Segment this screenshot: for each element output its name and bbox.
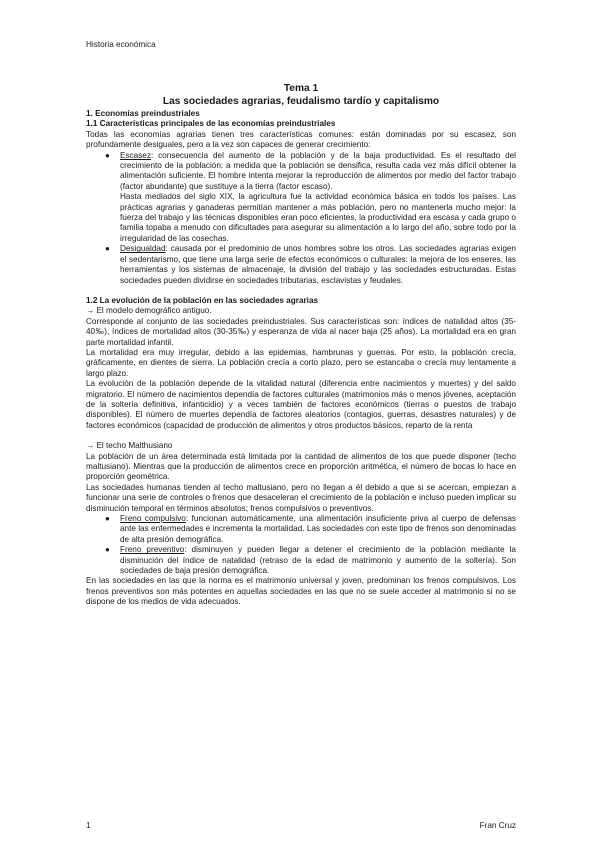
topic-label: → El modelo demográfico antiguo. (86, 306, 212, 316)
term: Desigualdad (120, 244, 166, 254)
bullet-list (86, 514, 516, 576)
section-heading: 1. Economías preindustriales (86, 109, 200, 118)
paragraph: Todas las economías agrarias tienen tres características comunes: están dominadas por su escasez, son profundamente desiguales, pero a la vez son capaces de generar crecimiento: (86, 129, 516, 150)
list-item (105, 244, 516, 286)
term: Freno compulsivo (120, 514, 186, 524)
paragraph: La mortalidad era muy irregular, debido a las epidemias, hambrunas y guerras. Por esto, la población crecía, gráficamente, en dientes de sierra. La población crecía a corto plazo, pero se estancaba o crecía muy lentamente a largo plazo. (86, 347, 516, 378)
running-header: Historia económica (86, 40, 156, 49)
page-title: Tema 1 (283, 83, 319, 94)
page-content (86, 82, 516, 608)
topic-label: → El techo Malthusiano (86, 441, 173, 451)
paragraph: La evolución de la población depende de la vitalidad natural (diferencia entre nacimientos y muertes) y del saldo migratorio. El número de nacimientos dependía de factores culturales (matrimonios más o menos jóvenes, aceptación de la soltería definitiva, infanticidio) y a veces también de factores económicos (tierras o puestos de trabajo disponibles). El número de muertes dependía de factores aleatorios (contagios, guerras, desastres naturales) y de factores económicos (capacidad de producción de alimentos y otros productos básicos, reparto de la renta (86, 379, 516, 430)
bullet-icon: ● (105, 514, 110, 524)
list-item-text: : disminuyen y pueden llegar a detener el crecimiento de la población mediante la disminución del índice de natalidad (retraso de la edad de matrimonio y aumento de la soltería). Son sociedades de baja presión demográfica. (120, 545, 516, 576)
term: Escasez (120, 150, 151, 160)
list-item-text: : consecuencia del aumento de la población y de la baja productividad. Es el resultado del crecimiento de la población: a medida que la población se densifica, resulta cada vez más difícil obtener la alimentación suficiente. El hombre intenta mejorar la reproducción de alimentos por medio del factor trabajo (factor abundante) que sustituye a la tierra (factor escaso). (120, 150, 516, 191)
bullet-icon: ● (105, 545, 110, 555)
bullet-icon: ● (105, 244, 110, 254)
page-number: 1 (86, 821, 91, 830)
page-subtitle: Las sociedades agrarias, feudalismo tardío y capitalismo (162, 96, 440, 107)
list-item (105, 150, 516, 245)
subsection-heading: 1.1 Características principales de las economías preindustriales (86, 119, 336, 129)
list-item-text: : causada por el predominio de unos hombres sobre los otros. Las sociedades agrarias exigen el sedentarismo, que tiene una larga serie de efectos económicos o culturales: la mejora de los enseres, las herramientas y los sistemas de almacenaje, la división del trabajo y las sociedades estructuradas. Estas sociedades pueden dividirse en sociedades tributarias, esclavistas y feudales. (120, 244, 516, 285)
paragraph: Las sociedades humanas tienden al techo maltusiano, pero no llegan a él debido a que si se acercan, empiezan a funcionar una serie de controles o frenos que desaceleran el crecimiento de la población e incluso pueden implicar su disminución temporal en términos absolutos; frenos compulsivos o preventivos. (86, 482, 516, 513)
bullet-icon: ● (105, 150, 110, 160)
list-item (105, 545, 516, 576)
subsection-heading: 1.2 La evolución de la población en las sociedades agrarias (86, 295, 319, 305)
author-name: Fran Cruz (479, 821, 516, 830)
list-item-text: Hasta mediados del siglo XIX, la agricultura fue la actividad económica básica en todos los países. Las prácticas agrarias y ganaderas permitían mantener a más población, pero no mantenerla mucho mejor: la fuerza del trabajo y las técnicas disponibles eran poco eficientes, la productividad era escasa y cada grupo o familia topaba a menudo con dificultades para asegurar su alimentación a lo largo del año, sobre todo por la irregularidad de las cosechas. (120, 192, 516, 243)
paragraph: En las sociedades en las que la norma es el matrimonio universal y joven, predominan los frenos compulsivos. Los frenos preventivos son más potentes en aquellas sociedades en las que no se suele acceder al matrimonio si no se dispone de los medios de vida adecuados. (86, 576, 516, 607)
bullet-list (86, 151, 516, 286)
paragraph: La población de un área determinada está limitada por la cantidad de alimentos de los que puede disponer (techo maltusiano). Mientras que la producción de alimentos crece en proporción aritmética, el número de bocas lo hace en proporción geométrica. (86, 451, 516, 482)
paragraph: Corresponde al conjunto de las sociedades preindustriales. Sus características son: índices de natalidad altos (35-40‰), índices de mortalidad altos (30-35‰) y esperanza de vida al nacer baja (25 años). La mortalidad era en gran parte mortalidad infantil. (86, 316, 516, 347)
list-item (105, 514, 516, 545)
list-item-text: : funcionan automáticamente, una alimentación insuficiente priva al cuerpo de defensas ante las enfermedades e incrementa la mortalidad. Las sociedades con este tipo de frenos son denominadas de alta presión demográfica. (120, 514, 516, 544)
term: Freno preventivo (120, 545, 185, 555)
